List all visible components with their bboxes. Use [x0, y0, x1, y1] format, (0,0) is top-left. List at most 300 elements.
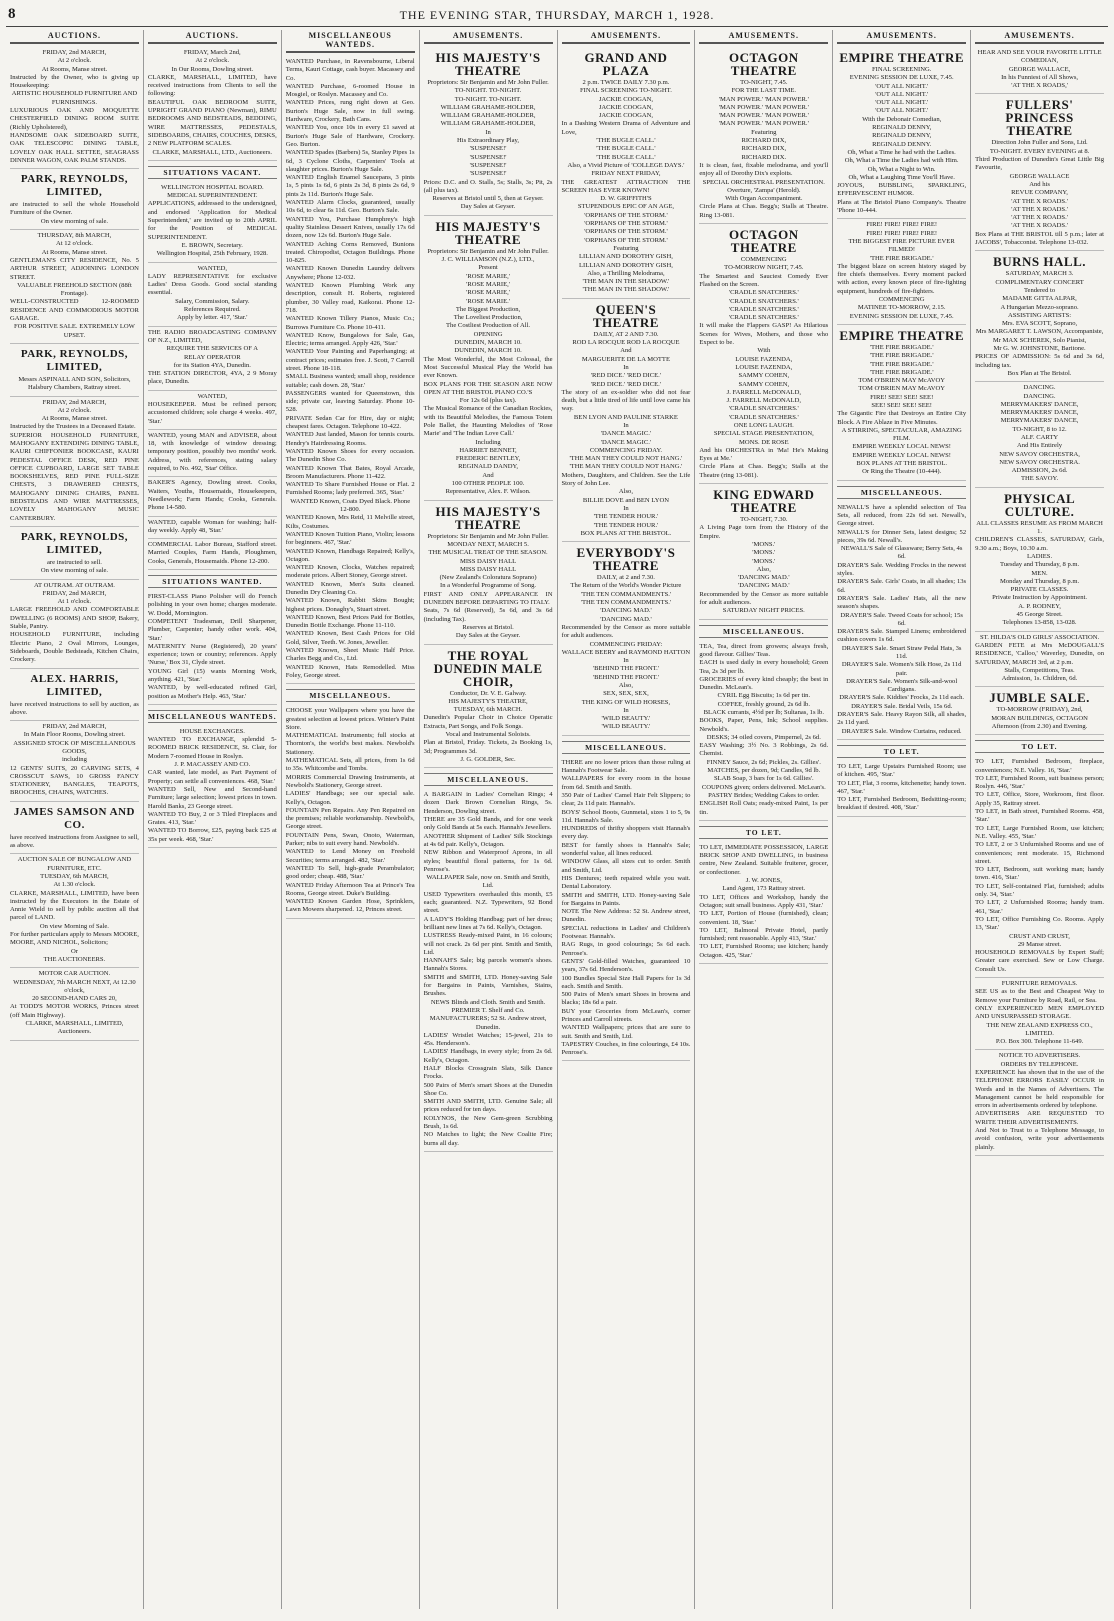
- ad-text-line: WANTED Known, Clocks, Watches repaired; moderate prices. Albert Stoney, George street.: [285, 564, 415, 580]
- ad-text-line: ALF. CARTY: [1020, 433, 1059, 441]
- ad-text-line: REGINALD DENNY.: [872, 140, 932, 148]
- ad-text-line: NOTICE TO ADVERTISERS.: [998, 1052, 1081, 1060]
- ad-text-line: DRAYER'S Sale. Window Curtains, reduced.: [841, 727, 962, 735]
- ad-text-line: SEX, SEX, SEX,: [603, 690, 649, 698]
- ad-text-line: Wellington Hospital, 25th February, 1928.: [156, 250, 268, 258]
- ad-text-line: A BARGAIN in Ladies' Cornelian Rings; 4 dozen Dark Brown Cornelian Rings, 5s. Henderson, Dowling street.: [423, 791, 553, 815]
- ad-text-line: MATHEMATICAL Instruments; full stocks at Thornton's, the world's best makes. Newbold's Stationery.: [285, 732, 415, 756]
- ad-text-line: MATCHES, per dozen, 9d; Candles, 9d lb.: [707, 767, 821, 775]
- ad-text-line: SUPERIOR HOUSEHOLD FURNITURE, MAHOGANY EXTENDING DINING TABLE, KAURI CHIFFONIER BOOKCASE, KAURI PEDESTAL OFFICE DESK, RED PINE OFFICE CUPBOARD, LARGE SET TABLE BOOKSHELVES, RED PINE FULL-SIZE CHESTS, 3 DRAWERED CHESTS, MAHOGANY DINING CHAIRS, PANEL BEDSTEADS AND WIRE MATTRESSES, LOVELY MAHOGANY MUSIC CANTERBURY.: [10, 431, 139, 522]
- section-heading: MISCELLANEOUS.: [286, 689, 415, 702]
- ad-text-line: And: [620, 347, 632, 355]
- ad-text-line: RAG Rugs, in good colourings; 5s 6d each. Penrose's.: [561, 941, 691, 957]
- ad-text-line: MATERNITY Nurse (Registered), 20 years' experience; town or country; references. Apply 'Nurse,' Box 31, Clyde street.: [147, 642, 277, 667]
- ad-text-line: MORRIS Commercial Drawing Instruments, at Newbold's Stationery, George street.: [285, 773, 415, 789]
- advertisement: [10, 802, 139, 855]
- ad-text-line: WEDNESDAY, 7th MARCH NEXT, At 12.30 o'clock,: [13, 978, 136, 994]
- ad-text-line: EMPIRE WEEKLY LOCAL NEWS!: [852, 451, 951, 459]
- ad-text-line: STUPENDOUS EPIC OF AN AGE,: [577, 203, 675, 211]
- ad-text-line: TO LET, Furnished Rooms; use kitchen; handy Octagon. 425, 'Star.': [699, 943, 829, 959]
- newspaper-title: THE EVENING STAR, THURSDAY, MARCH 1, 1928.: [399, 8, 715, 22]
- ad-text-line: DRAYER'S Sale. Tweed Coats for school; 15s 6d.: [840, 611, 963, 627]
- ad-text-line: TOM O'BRIEN MAY McAVOY: [858, 385, 946, 393]
- ad-text-line: Also,: [756, 565, 771, 573]
- ad-text-line: WANTED Aching Corns Removed, Bunions treated. Chiropodist, Octagon Buildings. Phone 10-825.: [285, 240, 415, 265]
- ad-text-line: 'THE FIRE BRIGADE.': [869, 352, 934, 360]
- ad-text-line: MISS DAISY HALL: [459, 557, 517, 565]
- ad-text-line: (New Zealand's Coloratura Soprano): [439, 574, 537, 582]
- ad-text-line: J. C. WILLIAMSON (N.Z.), LTD.,: [441, 256, 535, 264]
- ad-text-line: Representative, Alex. F. Wilson.: [445, 488, 531, 496]
- ad-text-line: E. BROWN, Secretary.: [181, 241, 243, 249]
- ad-text-line: For further particulars apply to Messrs MOORE, MOORE, AND NICHOL, Solicitors;: [10, 931, 139, 947]
- ad-text-line: have received instructions to sell by auction, as above.: [10, 700, 139, 716]
- ad-text-line: ONE LONG LAUGH.: [733, 421, 794, 429]
- advertisement: [148, 430, 277, 477]
- advertisement: [975, 47, 1104, 94]
- ad-text-line: Circle Plans at Chas. Begg's; Stalls at Theatre. Ring 13-081.: [699, 203, 829, 219]
- ad-text-line: MEN.: [1031, 569, 1048, 577]
- ad-text-line: WANTED Known Shoes for every occasion. The Dunedin Shoe Co.: [285, 447, 415, 464]
- ad-text-line: THE MUSICAL TREAT OF THE SEASON.: [428, 549, 548, 557]
- ad-text-line: Recommended by the Censor as more suitable for adult audiences.: [699, 590, 829, 607]
- ad-text-line: Including: [475, 438, 501, 446]
- ad-text-line: ASSISTING ARTISTS:: [1007, 311, 1072, 319]
- ad-headline: QUEEN'S THEATRE: [592, 301, 659, 330]
- ad-text-line: HOUSEKEEPER. Must be refined person; accustomed children; sole charge 4 weeks. 497, 'Star.': [147, 400, 277, 425]
- ad-text-line: EXPERIENCE has shown that in the use of the TELEPHONE ERRORS EASILY OCCUR in Words and in the Names of Advertisers. The Management cannot be held responsible for errors in advertisements ordered by telephone.: [975, 1068, 1104, 1110]
- ad-text-line: WANTED Know, Bungalows for Sale, Gas, Electric; terms arranged. Apply 426, 'Star.': [285, 331, 415, 348]
- ad-text-line: For 12s 6d (plus tax).: [459, 397, 517, 405]
- ad-text-line: WANTED Known, Best Cash Prices for Old Gold, Silver, Teeth. W. Jones, Jeweller.: [285, 630, 415, 646]
- ad-text-line: The Smartest and Sauciest Comedy Ever Flashed on the Screen.: [699, 272, 829, 288]
- ad-text-line: FIRE! FIRE! FIRE! FIRE!: [866, 229, 938, 237]
- ad-text-line: MATINEE TO-MORROW, 2.15.: [857, 304, 946, 312]
- ad-text-line: WANTED Just landed, Mason for tennis courts. Hendry's Hairdressing Rooms.: [285, 431, 415, 447]
- ad-text-line: CLARKE, MARSHALL, LIMITED, have received instructions from Clients to sell the following:: [147, 73, 277, 98]
- ad-text-line: And his ORCHESTRA in 'Ma! He's Making Eyes at Me.': [699, 446, 829, 463]
- ad-text-line: SMALL Business wanted; small shop, residence suitable; cash down. 28, 'Star.': [285, 373, 415, 389]
- ad-text-line: COMPLIMENTARY CONCERT: [995, 278, 1084, 286]
- advertisement: [975, 632, 1104, 688]
- ad-text-line: 350 Pair of Ladies' Camel Hair Felt Slippers; to clear, 2s 11d pair. Hannah's.: [561, 791, 691, 808]
- ad-text-line: FRIDAY, 2nd MARCH,: [42, 723, 107, 731]
- ad-text-line: Day Sales at the Geyser.: [455, 632, 521, 640]
- ad-text-line: WELLINGTON HOSPITAL BOARD.: [161, 183, 264, 191]
- ad-text-line: WANTED Known Plumbing Work any description, consult H. Roberts, registered plumber, 30 Valley road, Kaikorai. Phone 12-718.: [285, 282, 415, 314]
- ad-text-line: DRAYER'S Sale. Kiddies' Frocks, 2s 11d each.: [839, 694, 965, 702]
- ad-text-line: WANTED TO EXCHANGE, splendid 5-ROOMED BRICK RESIDENCE, St. Clair, for Modern 7-roomed House in Roslyn.: [147, 736, 277, 760]
- advertisement: [148, 539, 277, 570]
- ad-text-line: ORDERS BY TELEPHONE.: [1000, 1060, 1079, 1068]
- ad-text-line: CLARKE, MARSHALL, LTD., Auctioneers.: [152, 148, 273, 156]
- newspaper-column: [833, 30, 971, 1609]
- ad-text-line: TO LET, Flat, 3 rooms, kitchenette; handy town. 467, 'Star.': [837, 779, 967, 795]
- ad-headline: OCTAGON THEATRE: [728, 227, 799, 256]
- ad-text-line: 'CRADLE SNATCHERS.': [728, 413, 799, 421]
- ad-text-line: 500 Pairs of Men's smart Shoes in browns and blacks; 18s 6d a pair.: [561, 991, 691, 1007]
- advertisement: [10, 397, 139, 527]
- ad-text-line: Overture, 'Zampa' (Herold).: [727, 186, 801, 194]
- ad-text-line: In: [623, 421, 629, 429]
- ad-text-line: FRIDAY, 2nd MARCH,: [42, 589, 107, 597]
- ad-text-line: Oh, What a Time he had with the Ladies.: [847, 148, 956, 156]
- advertisement: [424, 216, 553, 501]
- ad-text-line: In: [623, 706, 629, 714]
- ad-headline: OCTAGON THEATRE: [728, 50, 799, 78]
- ad-text-line: NEWS Blinds and Cloth. Smith and Smith.: [430, 998, 546, 1006]
- ad-text-line: WILLIAM GRAHAME-HOLDER,: [440, 103, 536, 111]
- ad-text-line: HOUSE EXCHANGES.: [179, 727, 245, 735]
- ad-text-line: GEORGE WALLACE: [1009, 172, 1070, 180]
- ad-text-line: THERE are no lower prices than those ruling at Hannah's Footwear Sale.: [561, 758, 691, 775]
- ad-text-line: WANTED,: [197, 264, 228, 272]
- ad-text-line: And his: [1029, 180, 1050, 188]
- advertisement: [286, 705, 415, 918]
- ad-text-line: ANOTHER Shipment of Ladies' Silk Stockings at 4s 6d pair. Kelly's, Octagon.: [423, 832, 553, 848]
- ad-text-line: 'THE MAN THEY COULD NOT HANG.': [569, 455, 683, 463]
- ad-text-line: TAPESTRY Couches, in fine colourings, £4 10s. Penrose's.: [561, 1040, 691, 1057]
- newspaper-column: [558, 30, 696, 1609]
- advertisement: [286, 56, 415, 684]
- ad-text-line: BEST for family shoes is Hannah's Sale; wonderful value, all lines reduced.: [561, 841, 691, 858]
- ad-text-line: WILLIAM GRAHAME-HOLDER,: [440, 112, 536, 120]
- ad-text-line: At 2 o'clock.: [57, 406, 92, 414]
- ad-headline: HIS MAJESTY'S THEATRE: [435, 50, 541, 78]
- ad-text-line: TO LET, Furnished Bedroom, Bedsitting-room; breakfast if desired. 408, 'Star.': [837, 796, 967, 812]
- ad-text-line: WANTED To Share Furnished House or Flat. 2 Furnished Rooms; lady preferred. 365, 'Star.': [285, 481, 415, 497]
- ad-text-line: Seats, 7s 6d (Reserved), 5s 6d, and 3s 6d (including Tax).: [423, 607, 553, 623]
- advertisement: [424, 501, 553, 645]
- ad-text-line: 'THE TEN COMMANDMENTS.': [580, 599, 672, 607]
- ad-text-line: And His Entirely: [1017, 442, 1063, 450]
- advertisement: [10, 230, 139, 344]
- advertisement: [424, 789, 553, 1152]
- ad-text-line: A Living Page torn from the History of the Empire.: [699, 524, 829, 540]
- ad-text-line: It is clean, fast, fixable melodrama, and you'll enjoy all of Dorothy Dix's exploits.: [699, 161, 829, 178]
- ad-text-line: HOUSEHOLD REMOVALS by Expert Staff; Greater care exercised. Sew or Low Charge. Consult Us.: [975, 949, 1104, 973]
- ad-text-line: 'DANCING MAD.': [738, 582, 790, 590]
- ad-text-line: PASSENGERS wanted for Queenstown, this side; private car, leaving Saturday. Phone 10-528.: [285, 389, 415, 414]
- ad-text-line: WANTED Spades (Barbers) 5s, Stanley Pipes 1s 6d, 3 Cyclone Cloths, Carpenters' Tools at slaughter prices. Burton's Huge Sale.: [285, 149, 415, 173]
- advertisement: [10, 47, 139, 169]
- ad-text-line: TO LET, IMMEDIATE POSSESSION, LARGE BRICK SHOP AND DWELLING, in business centre, New Zealand. Suitable fruiterer, grocer, or confectioner.: [699, 843, 829, 876]
- ad-text-line: CHOOSE your Wallpapers where you have the greatest selection at lowest prices. Winter's Paint Store.: [285, 707, 415, 731]
- ad-text-line: Third Production of Dunedin's Great Little Big Favourite,: [975, 156, 1104, 172]
- ad-text-line: TUESDAY, 6th MARCH.: [453, 706, 523, 714]
- ad-text-line: FURNITURE REMOVALS.: [1001, 980, 1078, 988]
- ad-text-line: MANUFACTURERS; 52 St. Andrew street, Dunedin.: [429, 1015, 547, 1031]
- ad-text-line: 'THE TENDER HOUR.': [593, 521, 659, 529]
- column-heading: AMUSEMENTS.: [837, 30, 966, 44]
- ad-text-line: WANTED Known Tuition Piano, Violin; lessons for beginners. 467, 'Star.': [285, 530, 415, 547]
- ad-text-line: Featuring: [751, 128, 777, 136]
- advertisement: [148, 47, 277, 161]
- ad-text-line: MERRYMAKERS' DANCE,: [1000, 400, 1079, 408]
- ad-text-line: FOR POSITIVE SALE. EXTREMELY LOW UPSET.: [13, 323, 135, 339]
- ad-text-line: LUSTRESS Ready-mixed Paint, in 16 colours; will not crack. 2s 6d per pint. Smith and Smith, Ltd.: [423, 932, 553, 956]
- ad-text-line: Oh, What a Night to Win.: [867, 165, 936, 173]
- ad-text-line: 'AT THE X ROADS,': [1011, 82, 1068, 90]
- column-heading: AMUSEMENTS.: [699, 30, 828, 44]
- ad-text-line: TO LET, Self-contained Flat, furnished; adults only. 34, 'Star.': [975, 882, 1104, 899]
- ad-text-line: GEORGE WALLACE,: [1008, 65, 1071, 73]
- ad-text-line: BOX PLANS FOR THE SEASON ARE NOW OPEN AT THE BRISTOL PIANO CO.'S: [423, 380, 553, 396]
- ad-text-line: Also, a Vivid Picture of 'COLLEGE DAYS.': [567, 161, 685, 169]
- ad-text-line: TO LET, 2 or 3 Unfurnished Rooms and use of conveniences; rent moderate. 15, Richmond street.: [975, 841, 1104, 865]
- ad-text-line: COMMENCING FRIDAY.: [589, 446, 663, 454]
- ad-text-line: Tendered to: [1023, 286, 1056, 294]
- ad-text-line: J. FARRELL McDONALD,: [726, 388, 801, 396]
- ad-text-line: WANTED to Lend Money on Freehold Securities; terms arranged. 482, 'Star.': [285, 848, 415, 864]
- ad-text-line: Afternoon (from 2.30) and Evening.: [991, 723, 1088, 730]
- ad-text-line: At 2 o'clock.: [57, 57, 92, 65]
- ad-text-line: NEW Ribbon and Waterproof Aprons, in all styles; beautiful floral patterns, for 1s 6d. Penrose's.: [423, 849, 553, 873]
- ad-text-line: 'THE TEN COMMANDMENTS.': [580, 590, 672, 598]
- ad-text-line: FIRST AND ONLY APPEARANCE IN DUNEDIN BEFORE DEPARTING TO ITALY.: [423, 590, 553, 607]
- ad-text-line: are instructed to sell the whole Household Furniture of the Owner.: [10, 201, 139, 217]
- advertisement: [10, 968, 139, 1040]
- ad-text-line: FREDERIC BENTLEY,: [455, 455, 521, 463]
- ad-text-line: including: [61, 756, 87, 764]
- ad-text-line: WANTED Known Dunedin Laundry delivers Anywhere; Phone 12-032.: [285, 265, 415, 281]
- ad-text-line: FINNEY Sauce, 2s 6d; Pickles, 2s. Gillies'.: [706, 758, 821, 766]
- ad-text-line: WANTED Purchase, 6-roomed House in Mosgiel, or Roslyn. Macassey and Co.: [285, 82, 415, 99]
- advertisement: [699, 641, 828, 821]
- ad-text-line: BILLIE DOVE and BEN LYON: [582, 496, 669, 504]
- ad-text-line: BLACK currants, 4½d per lb; Sultanas, 1s lb.: [703, 709, 824, 716]
- ad-text-line: In his Funniest of All Shows,: [1001, 73, 1079, 81]
- ad-text-line: J. W. JONES,: [745, 877, 782, 885]
- ad-text-line: HIS Dentures; teeth repaired while you wait. Dental Laboratory.: [561, 874, 691, 891]
- ad-text-line: DRAYER'S Sale. Women's Silk-and-wool Cardigans.: [846, 677, 958, 694]
- ad-text-line: THE NEW ZEALAND EXPRESS CO., LIMITED.: [986, 1021, 1093, 1037]
- ad-text-line: The Biggest Production,: [455, 305, 521, 313]
- ad-text-line: 'ROSE MARIE,': [466, 272, 510, 280]
- ad-text-line: BOX PLANS AT THE BRISTOL.: [580, 529, 672, 537]
- advertisement: [10, 527, 139, 580]
- ad-text-line: Halsbury Chambers, Rattray street.: [28, 384, 121, 392]
- advertisement: [562, 757, 691, 1062]
- ad-text-line: 'ORPHANS OF THE STORM.': [584, 228, 668, 236]
- ad-headline: HIS MAJESTY'S THEATRE: [435, 503, 541, 532]
- ad-text-line: AT OUTRAM. AT OUTRAM.: [33, 581, 115, 589]
- ad-text-line: 'THE FIRE BRIGADE.': [869, 254, 934, 262]
- ad-headline: PARK, REYNOLDS, LIMITED,: [20, 173, 129, 199]
- ad-text-line: FIRST-CLASS Piano Polisher will do French polishing in your own home; charges moderate. W. Dodd, Mornington.: [147, 593, 277, 617]
- ad-text-line: 'ORPHANS OF THE STORM.': [584, 236, 668, 244]
- ad-text-line: BUY your Groceries from McLean's, corner Princes and Carroll streets.: [561, 1007, 691, 1023]
- ad-text-line: A Hungarian Mezzo-soprano.: [1000, 303, 1079, 311]
- ad-text-line: MONS. DE ROSE: [738, 438, 789, 446]
- ad-text-line: HARRIET BENNET,: [459, 446, 517, 454]
- advertisement: [10, 580, 139, 669]
- ad-text-line: HUNDREDS of thrifty shoppers visit Hannah's every day.: [561, 825, 691, 841]
- advertisement: [424, 645, 553, 769]
- ad-text-line: MADAME GITTA ALPAR,: [1002, 295, 1077, 303]
- ad-text-line: On view morning of sale.: [40, 217, 109, 225]
- ad-text-line: CRUST AND CRUST,: [1009, 932, 1070, 940]
- ad-text-line: P.O. Box 300. Telephone 11-649.: [995, 1038, 1084, 1046]
- ad-text-line: FOUNTAIN Pens, Swan, Onoto, Waterman, Parker; nibs to suit every hand. Newbold's.: [285, 831, 415, 848]
- ad-text-line: AUCTION SALE OF BUNGALOW AND FURNITURE, ETC.: [17, 856, 132, 872]
- ad-text-line: FRIDAY, March 2nd,: [183, 49, 241, 56]
- ad-text-line: LADIES.: [1027, 552, 1053, 560]
- ad-text-line: 'OUT ALL NIGHT.': [875, 107, 929, 115]
- ad-text-line: 'DANCING MAD.': [738, 574, 790, 582]
- ad-text-line: HALF Blocks Crossgrain Slats, Silk Dance Frocks.: [423, 1064, 553, 1081]
- ad-text-line: DRAYER'S Sale. Girls' Coats, in all shades; 13s 6d.: [837, 578, 967, 594]
- ad-text-line: Box Plan at The Bristol.: [1007, 369, 1072, 377]
- ad-text-line: THE STATION DIRECTOR, 4YA, 2 9 Moray place, Dunedin.: [147, 370, 277, 386]
- advertisement: [562, 47, 691, 299]
- ad-text-line: EACH is used daily in every household; Green Tea, 2s 3d per lb.: [699, 659, 829, 675]
- advertisement: [148, 477, 277, 516]
- ad-text-line: TO LET, in Bath street, Furnished Rooms. 458, 'Star.': [975, 808, 1104, 824]
- ad-text-line: References Required.: [183, 306, 241, 314]
- advertisement: [562, 542, 691, 736]
- ad-text-line: SEE! SEE! SEE! SEE!: [871, 401, 932, 409]
- ad-text-line: WANTED Known, Sheet Music Half Price. Charles Begg and Co., Ltd.: [285, 647, 415, 663]
- ad-text-line: Day Sales at Geyser.: [460, 203, 516, 211]
- ad-text-line: 'THE MAN IN THE SHADOW.': [582, 286, 670, 294]
- ad-text-line: Instructed by the Trustees in a Deceased Estate.: [10, 423, 136, 431]
- ad-text-line: TEA, Tea, direct from growers; always fresh, good flavour. Gillies' Teas.: [699, 642, 829, 658]
- ad-text-line: LADIES' Wristlet Watches; 15-jewel, 21s to 45s. Henderson's.: [423, 1031, 553, 1048]
- ad-text-line: 'RED DICE.' 'RED DICE.': [590, 372, 661, 380]
- ad-text-line: MISS DAISY HALL: [459, 565, 517, 573]
- ad-text-line: BOOKS, Paper, Pens, Ink; School supplies. Newbold's.: [699, 717, 829, 733]
- columns-container: [6, 30, 1108, 1609]
- ad-text-line: 'CRADLE SNATCHERS.': [728, 305, 799, 313]
- column-heading: AUCTIONS.: [10, 30, 139, 44]
- ad-text-line: THE KING OF WILD HORSES,: [581, 698, 671, 706]
- ad-text-line: JACKIE COOGAN,: [598, 103, 654, 111]
- ad-text-line: D. W. GRIFFITH'S: [600, 195, 652, 203]
- advertisement: [148, 327, 277, 391]
- ad-text-line: JOYOUS, BUBBLING, SPARKLING, EFFERVESCENT HUMOR.: [837, 182, 967, 198]
- newspaper-column: [420, 30, 558, 1609]
- ad-text-line: WANTED Known, Handbags Repaired; Kelly's, Octagon.: [285, 547, 415, 563]
- column-heading: AMUSEMENTS.: [562, 30, 691, 44]
- section-heading: MISCELLANEOUS.: [424, 773, 553, 786]
- ad-text-line: COMMENCING: [878, 296, 925, 304]
- ad-text-line: FRIDAY, 2nd MARCH,: [42, 49, 107, 56]
- ad-text-line: NEW SAVOY ORCHESTRA.: [999, 458, 1080, 466]
- ad-text-line: 12 GENTS' SUITS, 20 CARVING SETS, 4 CROSSCUT SAWS, 10 GROSS FANCY STATIONERY, BANGLES, TEAPOTS, BROOCHES, CHAINS, WATCHES.: [10, 764, 139, 797]
- ad-text-line: ARTISTIC HOUSEHOLD FURNITURE AND FURNISHINGS.: [11, 90, 138, 106]
- ad-text-line: ROD LA ROCQUE ROD LA ROCQUE: [572, 339, 680, 347]
- ad-text-line: DANCING.: [1023, 392, 1056, 400]
- ad-text-line: EASY Washing; 3½ No. 3 Robbings, 2s 6d. Chemist.: [699, 742, 829, 758]
- ad-text-line: PREMIER T. Shelf and Co.: [451, 1006, 525, 1014]
- ad-text-line: TO LET, Offices and Workshop, handy the Octagon; suit small business. Apply 431, 'Star.': [699, 893, 829, 909]
- section-heading: TO LET.: [975, 740, 1104, 753]
- ad-text-line: A STIRRING, SPECTACULAR, AMAZING FILM.: [841, 426, 962, 443]
- ad-text-line: TO-NIGHT, 8 to 12.: [1012, 425, 1067, 433]
- ad-text-line: Plans at The Bristol Piano Company's. Theatre 'Phone 10-444.: [837, 198, 967, 215]
- ad-text-line: CLARKE, MARSHALL, LIMITED, Auctioneers.: [25, 1020, 124, 1036]
- ad-text-line: Reserves at Bristol until 5, then at Geyser.: [432, 195, 544, 203]
- ad-text-line: Monday and Thursday, 8 p.m.: [1000, 577, 1080, 585]
- ad-text-line: The story of an ex-soldier who did not fear death, but a little tired of life until love came his way.: [561, 388, 691, 413]
- ad-text-line: WANTED TO Borrow, £25, paying back £25 at 35s per week. 468, 'Star.': [147, 827, 277, 843]
- ad-text-line: 'CRADLE SNATCHERS.': [728, 314, 799, 322]
- ad-text-line: TUESDAY, 6th MARCH,: [40, 872, 109, 880]
- advertisement: [837, 761, 966, 817]
- ad-text-line: GENTLEMAN'S CITY RESIDENCE, No. 5 ARTHUR STREET, ADJOINING LONDON STREET.: [10, 256, 139, 281]
- ad-text-line: Mr MAX SCHEREK, Solo Pianist,: [992, 336, 1087, 344]
- ad-text-line: CHILDREN'S CLASSES, SATURDAY, Girls, 9.30 a.m.; Boys, 10.30 a.m.: [975, 536, 1104, 552]
- ad-text-line: 'WILD BEAUTY.': [601, 715, 651, 723]
- ad-text-line: CAR wanted, late model, as Part Payment of Property; can settle all conveniences. 468, 'Star.': [147, 769, 277, 785]
- ad-text-line: WANTED Known That Bates, Royal Arcade, Broom Manufacturers. Phone 11-422.: [285, 464, 415, 480]
- ad-text-line: MARGUERITE DE LA MOTTE: [581, 355, 670, 363]
- ad-text-line: ASSIGNED STOCK OF MISCELLANEOUS GOODS,: [13, 739, 136, 755]
- ad-text-line: The Loveliest Production,: [453, 314, 523, 322]
- ad-headline: KING EDWARD THEATRE: [713, 487, 815, 516]
- ad-text-line: YOUNG Girl (15) wants Morning Work, anything. 421, 'Star.': [147, 667, 277, 683]
- ad-text-line: DUNEDIN, MARCH 10.: [454, 339, 522, 347]
- masthead: [6, 6, 1108, 27]
- ad-text-line: FIRE! FIRE! FIRE! FIRE!: [866, 221, 938, 229]
- ad-text-line: 'THE FIRE BRIGADE.': [869, 368, 934, 376]
- ad-text-line: WANTED Known, Hats Remodelled. Miss Foley, George street.: [285, 663, 415, 679]
- ad-text-line: 'OUT ALL NIGHT.': [875, 99, 929, 107]
- ad-text-line: DRAYER'S Sale. Smart Straw Pedal Hats, 3s 11d.: [841, 644, 962, 660]
- advertisement: [837, 325, 966, 481]
- ad-text-line: 'SUSPENSE!': [469, 170, 507, 178]
- ad-text-line: Prices: D.C. and O. Stalls, 5s; Stalls, 3s; Pit, 2s (all plus tax).: [423, 178, 553, 194]
- ad-text-line: NEWALL'S Sale of Glassware; Berry Sets, 4s 6d.: [840, 545, 963, 561]
- advertisement: [837, 47, 966, 219]
- ad-text-line: The Most Wonderful, the Most Colossal, the Most Successful Musical Play the World has ever Known.: [423, 355, 553, 380]
- advertisement: [148, 517, 277, 540]
- ad-text-line: TO LET, Large Furnished Room, use kitchen; N.E. Valley. 455, 'Star.': [975, 824, 1104, 840]
- ad-text-line: LOUISE FAZENDA,: [735, 363, 793, 371]
- ad-text-line: In: [623, 504, 629, 512]
- ad-text-line: 'THE MAN IN THE SHADOW.': [582, 278, 670, 286]
- ad-text-line: RICHARD DIX,: [741, 145, 787, 153]
- ad-text-line: 'MONS.': [752, 540, 776, 548]
- ad-text-line: 29 Manse street.: [1017, 940, 1062, 948]
- ad-headline: PARK, REYNOLDS, LIMITED,: [20, 530, 129, 556]
- ad-text-line: FOR THE LAST TIME.: [731, 87, 797, 95]
- ad-text-line: 'MONS.': [752, 549, 776, 557]
- ad-text-line: PASTRY Brides; Wedding Cakes to order.: [708, 791, 820, 799]
- ad-text-line: In a Wonderful Programme of Song.: [440, 582, 537, 590]
- ad-text-line: HIS MAJESTY'S THEATRE,: [448, 697, 528, 705]
- ad-text-line: On view Morning of Sale.: [39, 922, 109, 930]
- advertisement: [975, 687, 1104, 735]
- ad-text-line: THE SAVOY.: [1020, 475, 1059, 483]
- ad-text-line: SATURDAY NIGHT PRICES.: [722, 607, 805, 615]
- ad-text-line: Dunedin's Popular Choir in Choice Operatic Extracts, Part Songs, and Folk Songs.: [423, 714, 553, 730]
- ad-text-line: 'OUT ALL NIGHT.': [875, 82, 929, 90]
- ad-text-line: RELAY OPERATOR: [183, 353, 241, 361]
- advertisement: [148, 263, 277, 327]
- newspaper-column: [282, 30, 420, 1609]
- advertisement: [975, 756, 1104, 978]
- ad-text-line: COMMENCING: [740, 256, 787, 264]
- ad-text-line: COMPETENT Tradesman, Drill Sharpener, Plumber, Carpenter; handy other work. 404, 'Star.': [147, 617, 277, 642]
- ad-text-line: Proprietors: Sir Benjamin and Mr John Fuller.: [427, 532, 549, 540]
- ad-text-line: USED Typewriters overhauled this month, £5 each; guaranteed. N.Z. Typewriters, 92 Bond street.: [423, 890, 553, 915]
- ad-text-line: In Our Rooms, Dowling street.: [171, 65, 254, 73]
- ad-text-line: At Rooms, Manse street.: [41, 65, 108, 73]
- advertisement: [699, 484, 828, 620]
- ad-text-line: WILLIAM GRAHAME-HOLDER,: [440, 120, 536, 128]
